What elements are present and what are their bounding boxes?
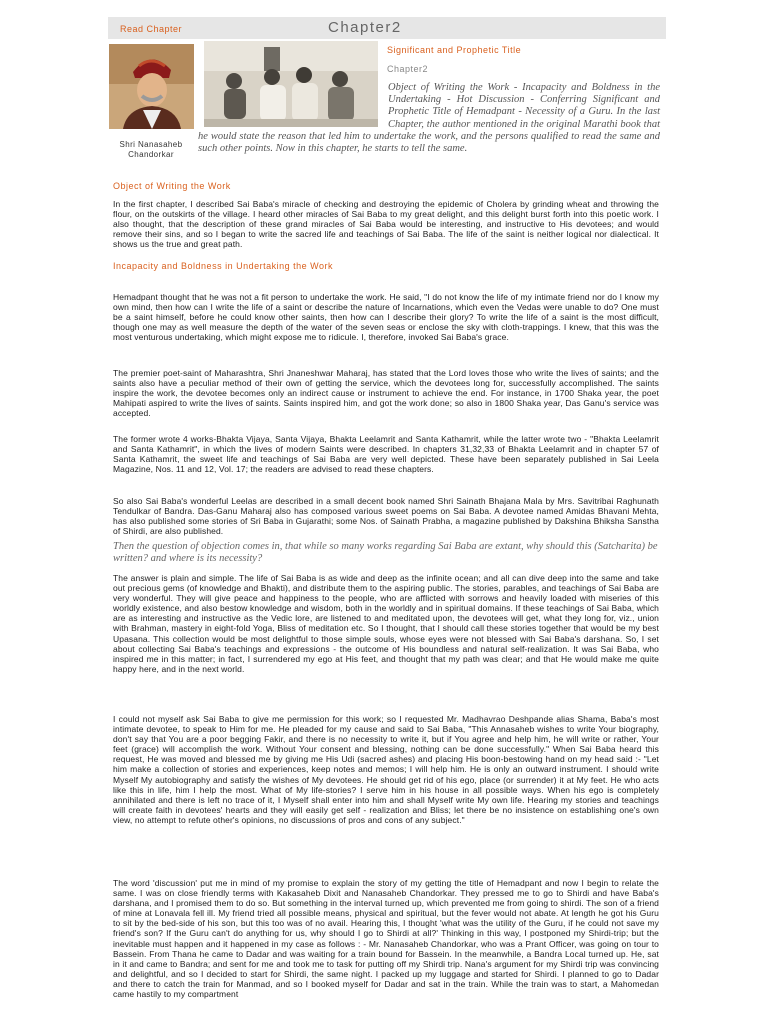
- page-title: Chapter2: [328, 19, 402, 36]
- paragraph-8: The word 'discussion' put me in mind of my promise to explain the story of my getting the title of Hemadpant and now I begin to relate the same. I was on close friendly terms with Kakasaheb Dixit and Nanasaheb Chandorkar. They pressed me to go to Shirdi and have Baba's darshana, and I promised them to do so. But something in the interval turned up, which prevented me from going to shirdi. The son of a friend of mine at Lonavala fell ill. My friend tried all possible means, physical and spiritual, but the fever would not abate. At length he got his Guru to sit by the bed-side of his son, but this too was of no avail. Hearing this, I thought 'what was the utility of the Guru, if he could not save my friend's son? If the Guru can't do anything for us, why should I go to Shirdi at all?' Thinking in this way, I postponed my Shirdi-trip; but the inevitable must happen and it happened in my case as follows : - Mr. Nanasaheb Chandorkar, who was a Prant Officer, was going on tour to Bassein. From Thana he came to Dadar and was waiting for a train bound for Bassein. In the meanwhile, a Bandra Local turned up. He, sat in it and came to Bandra; and sent for me and took me to task for putting off my Shirdi trip. Nana's argument for my Shirdi trip was convincing and delightful, and so I decided to start for Shirdi, the same night. I packed up my luggage and started for Shirdi. I planned to go to Dadar and there to catch the train for Manmad, and so I booked myself for Dadar and sat in the train. While the train was to start, a Mahomedan came hastily to my compartment: [113, 878, 659, 1000]
- intro-summary: [198, 82, 660, 155]
- paragraph-3: The premier poet-saint of Maharashtra, Shri Jnaneshwar Maharaj, has stated that the Lord loves those who write the lives of saints; and the saints also have a peculiar method of their own of getting the service, which the devotees long for, successfully accomplished. The saints inspire the work, the devotee becomes only an indirect cause or instrument to achieve the end. For instance, in 1700 Shaka year, the poet Mahipati aspired to write the lives of saints. Saints inspired him, and got the work done; so also in 1800 Shaka year, Das Ganu's service was accepted.: [113, 368, 659, 419]
- portrait-caption: [104, 140, 198, 160]
- intro-chapter-label: Chapter2: [387, 64, 429, 74]
- paragraph-4: The former wrote 4 works-Bhakta Vijaya, Santa Vijaya, Bhakta Leelamrit and Santa Kathamrit, while the latter wrote two - "Bhakta Leelamrit and Santa Kathamrit", in which the lives of modern Saints were described. In chapters 31,32,33 of Bhakta Leelamrit and in chapter 57 of Santa Kathamrit, the sweet life and teachings of Sai Baba are very well depicted. These have been separately published in Sai Leela Magazine, Nos. 11 and 12, Vol. 17; the readers are advised to read these chapters.: [113, 434, 659, 475]
- nanasaheb-portrait-icon: [109, 44, 194, 129]
- portrait-caption-line1: Shri Nanasaheb: [119, 140, 183, 149]
- paragraph-6: The answer is plain and simple. The life of Sai Baba is as wide and deep as the infinite ocean; and all can dive deep into the same and take out precious gems (of knowledge and Bhakti), and distribute them to the aspiring public. The stories, parables, and teachings of Sai Baba are very wonderful. They will give peace and happiness to the people, who are afflicted with sorrows and heavily loaded with miseries of this worldly existence, and also bestow knowledge and wisdom, both in the worldly and in spiritual domains. If these teachings of Sai Baba, which are as interesting and instructive as the Vedic lore, are listened to and meditated upon, the devotees will get, what they long for, viz., union with Brahman, mastery in eight-fold Yoga, Bliss of meditation etc. So I thought, that I should call these stories together that would be my best Upasana. This collection would be most delightful to those simple souls, whose eyes were not blessed with Sai Baba's darshana. So, I set about collecting Sai Baba's teachings and expressions - the outcome of His boundless and natural self-realization. It was Sai Baba, who inspired me in this matter; in fact, I surrendered my ego at His feet, and thought that my path was clear; and that He would make me quite happy here, and in the next world.: [113, 573, 659, 674]
- section-heading-incapacity: Incapacity and Boldness in Undertaking the Work: [113, 261, 333, 271]
- paragraph-5: So also Sai Baba's wonderful Leelas are described in a small decent book named Shri Sainath Bhajana Mala by Mrs. Savitribai Raghunath Tendulkar of Bandra. Das-Ganu Maharaj also has composed various sweet poems on Sai Baba. A devotee named Amidas Bhavani Mehta, has also published some stories of Sri Baba in Gujarathi; some Nos. of Sainath Prabha, a magazine published by Dakshina Bhiksha Sanstha of Shirdi, are also published.: [113, 496, 659, 537]
- paragraph-1: In the first chapter, I described Sai Baba's miracle of checking and destroying the epidemic of Cholera by grinding wheat and throwing the flour, on the outskirts of the village. I heard other miracles of Sai Baba to my great delight, and this delight burst forth into this poetic work. I also thought, that the description of these grand miracles of Sai Baba would be interesting, and instructive to His devotees; and would remove their sins, and so I began to write the sacred life and teachings of Sai Baba. The life of the saint is neither logical nor dialectical. It shows us the true and great path.: [113, 199, 659, 250]
- paragraph-2: Hemadpant thought that he was not a fit person to undertake the work. He said, "I do not know the life of my intimate friend nor do I know my own mind, then how can I write the life of a saint or describe the nature of Incarnations, which even the Vedas were unable to do? One must be a saint himself, before he could know other saints, then how can I describe their glory? To write the life of a saint is the most difficult, though one may as well measure the depth of the water of the seven seas or enclose the sky with cloth-trappings. I knew, that this was the most venturous undertaking, which might expose me to ridicule. I, therefore, invoked Sai Baba's grace.: [113, 292, 659, 343]
- section-heading-object: Object of Writing the Work: [113, 181, 231, 191]
- intro-text: Object of Writing the Work - Incapacity and Boldness in the Undertaking - Hot Discussion - Conferring Significant and Prophetic Title of Hemadpant - Necessity of a Guru. In the last Chapter, the author mentioned in the original Marathi book that he would state the reason that led him to undertake the work, and the persons qualified to read the same and such other points. Now in this chapter, he starts to tell the same.: [198, 82, 660, 155]
- portrait-caption-line2: Chandorkar: [128, 150, 174, 159]
- read-chapter-link[interactable]: Read Chapter: [120, 24, 183, 34]
- objection-quote: Then the question of objection comes in, that while so many works regarding Sai Baba are extant, why should this (Satcharita) be written? and where is its necessity?: [113, 541, 658, 564]
- paragraph-7: I could not myself ask Sai Baba to give me permission for this work; so I requested Mr. Madhavrao Deshpande alias Shama, Baba's most intimate devotee, to speak to Him for me. He pleaded for my cause and said to Sai Baba, "This Annasaheb wishes to write Your biography, don't say that You are a poor begging Fakir, and there is no necessity to write it, but if You agree and help him, he will write or rather, Your feet (grace) will accomplish the work. Without Your consent and blessing, nothing can be done successfully." When Sai Baba heard this request, He was moved and blessed me by giving me His Udi (sacred ashes) and placing His boon-bestowing hand on my head said :- "Let him make a collection of stories and experiences, keep notes and memos; I will help him. He is only an outward instrument. I should write Myself My autobiography and satisfy the wishes of My devotees. He should get rid of his ego, place (or surrender) it at My feet. He who acts like this in life, him I help the most. What of My life-stories? I serve him in his house in all possible ways. When his ego is completely annihilated and there is left no trace of it, I Myself shall enter into him and shall Myself write My own life. Hearing my stories and teachings will create faith in devotees' hearts and they will easily get self - realization and Bliss; let there be no insistence on establishing one's own view, no attempt to refute other's opinions, no discussions of pros and cons of any subject.": [113, 714, 659, 825]
- intro-title: Significant and Prophetic Title: [387, 45, 522, 55]
- photo-wrap-spacer: [198, 82, 388, 130]
- portrait-image: [109, 44, 194, 129]
